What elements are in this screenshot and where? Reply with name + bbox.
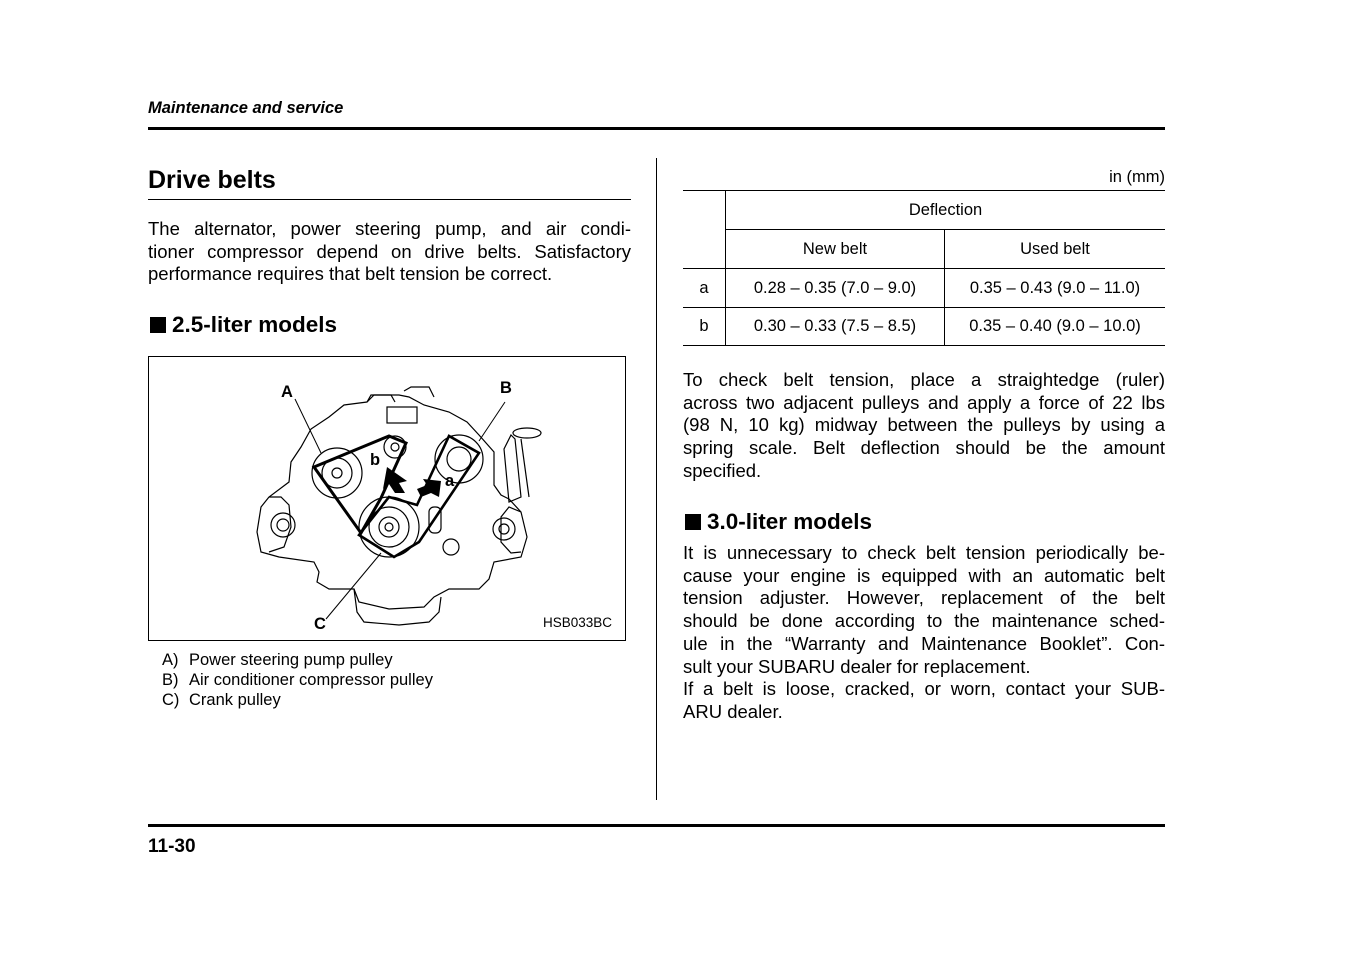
table-col-header-used: Used belt (945, 230, 1166, 269)
subsection-title: 2.5-liter models (172, 312, 338, 337)
engine-belt-diagram (149, 357, 625, 640)
paragraph-line: It is unnecessary to check belt tension periodically be- (683, 542, 1165, 563)
deflection-table (683, 190, 1165, 346)
paragraph-line: spring scale. Belt deflection should be the amount (683, 437, 1165, 459)
table-corner-cell (683, 191, 726, 269)
figure-label-C: C (314, 615, 326, 633)
engine-figure (148, 356, 626, 641)
table-cell-new: 0.30 – 0.33 (7.5 – 8.5) (726, 308, 945, 346)
footer-rule (148, 824, 1165, 827)
intro-line: performance requires that belt tension be correct. (148, 263, 553, 285)
paragraph-line: should be done according to the maintenance sched- (683, 610, 1165, 632)
table-cell-new: 0.28 – 0.35 (7.0 – 9.0) (726, 269, 945, 308)
figure-label-a: a (445, 472, 455, 490)
caption-item: C) Crank pulley (162, 691, 281, 709)
table-row-id: b (683, 308, 726, 346)
figure-captions (162, 650, 433, 710)
intro-paragraph (148, 218, 631, 286)
subsection-title: 3.0-liter models (707, 509, 873, 534)
check-tension-paragraph (683, 369, 1165, 483)
intro-line: The alternator, power steering pump, and air condi- (148, 218, 631, 239)
intro-line: tioner compressor depend on drive belts. Satisfactory (148, 240, 631, 262)
table-cell-used: 0.35 – 0.40 (9.0 – 10.0) (945, 308, 1166, 346)
unit-label: in (mm) (1109, 168, 1165, 186)
section-title: Drive belts (148, 166, 276, 194)
automatic-adjuster-paragraph (683, 542, 1165, 724)
caption-item: A) Power steering pump pulley (162, 651, 393, 669)
table-row-id: a (683, 269, 726, 308)
subsection-heading-30 (685, 509, 872, 535)
square-bullet-icon (685, 514, 701, 530)
paragraph-line: tension adjuster. However, replacement of the belt (683, 587, 1165, 609)
running-header: Maintenance and service (148, 99, 344, 117)
table-row (683, 269, 1165, 308)
paragraph-line: (98 N, 10 kg) midway between the pulleys by using a (683, 414, 1165, 436)
paragraph-line: To check belt tension, place a straightedge (ruler) (683, 369, 1165, 390)
caption-item: B) Air conditioner compressor pulley (162, 671, 433, 689)
title-underline (148, 199, 631, 200)
paragraph-line: across two adjacent pulleys and apply a force of 22 lbs (683, 391, 1165, 413)
table-row (683, 308, 1165, 346)
square-bullet-icon (150, 317, 166, 333)
table-cell-used: 0.35 – 0.43 (9.0 – 11.0) (945, 269, 1166, 308)
paragraph-line: ule in the “Warranty and Maintenance Booklet”. Con- (683, 632, 1165, 654)
paragraph-line: sult your SUBARU dealer for replacement. (683, 655, 1031, 677)
figure-label-A: A (281, 383, 293, 401)
table-group-header: Deflection (726, 191, 1166, 230)
table-col-header-new: New belt (726, 230, 945, 269)
header-rule (148, 127, 1165, 130)
page-number: 11-30 (148, 836, 196, 857)
paragraph-line: If a belt is loose, cracked, or worn, contact your SUB- (683, 678, 1165, 700)
figure-code: HSB033BC (543, 615, 613, 630)
column-divider (656, 158, 657, 800)
figure-label-b: b (370, 451, 381, 469)
paragraph-line: ARU dealer. (683, 700, 783, 722)
subsection-heading-25 (150, 312, 337, 338)
paragraph-line: cause your engine is equipped with an automatic belt (683, 564, 1165, 586)
paragraph-line: specified. (683, 459, 762, 481)
figure-label-B: B (500, 379, 512, 397)
